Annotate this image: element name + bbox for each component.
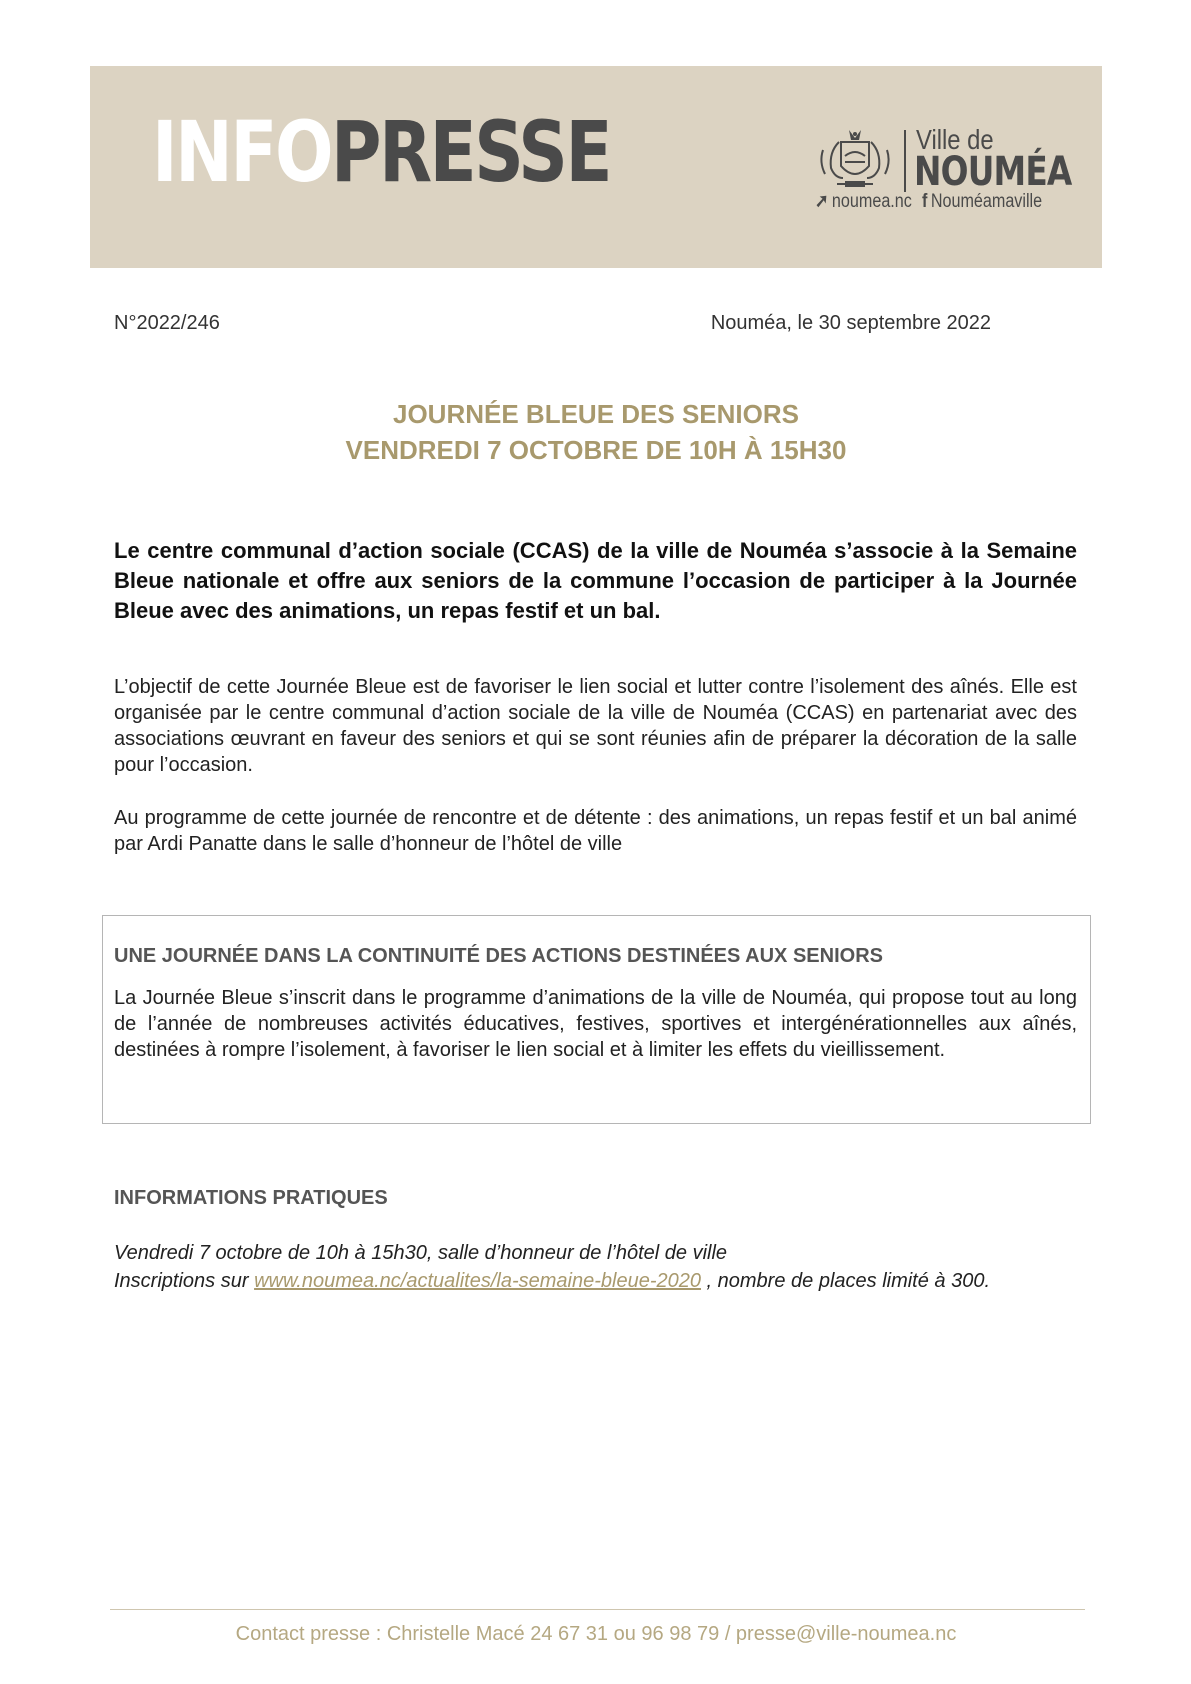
registration-link[interactable]: www.noumea.nc/actualites/la-semaine-bleue-2020 bbox=[254, 1270, 701, 1292]
logo-noumea: NOUMÉA bbox=[914, 149, 1072, 195]
box-paragraph: La Journée Bleue s’inscrit dans le programme d’animations de la ville de Nouméa, qui propose tout au long de l’année de nombreuses activités éducatives, festives, sportives et intergénérationnelles aux aînés, destinées à rompre l’isolement, à favoriser le lien social et à limiter les effets du vieillissement. bbox=[114, 987, 1077, 1061]
brand-word-info: INFO bbox=[152, 103, 332, 201]
document-title bbox=[90, 396, 1102, 468]
logo-ville-de: Ville de bbox=[916, 124, 994, 155]
body-paragraph-2: Au programme de cette journée de rencontre et de détente : des animations, un repas festif et un bal animé par Ardi Panatte dans le salle d’honneur de l’hôtel de ville bbox=[114, 807, 1077, 855]
footer-divider bbox=[110, 1609, 1085, 1610]
logo-website: noumea.nc bbox=[831, 191, 912, 212]
press-contact: Contact presse : Christelle Macé 24 67 31 ou 96 98 79 / presse@ville-noumea.nc bbox=[235, 1623, 957, 1645]
press-release-number: N°2022/246 bbox=[114, 312, 220, 334]
logo-social-links bbox=[815, 190, 1042, 213]
title-line-1: JOURNÉE BLEUE DES SENIORS bbox=[393, 399, 799, 429]
lead-paragraph: Le centre communal d’action sociale (CCAS) de la ville de Nouméa s’associe à la Semaine Bleue nationale et offre aux seniors de la commune l’occasion de participer à la Journée Bleue avec des animations, un repas festif et un bal. bbox=[114, 538, 1077, 623]
body-paragraph-1: L’objectif de cette Journée Bleue est de favoriser le lien social et lutter contre l’isolement des aînés. Elle est organisée par le centre communal d’action sociale de la ville de Nouméa (CCAS) en partenariat avec des associations œuvrant en faveur des seniors et qui se sont réunies afin de préparer la décoration de la salle pour l’occasion. bbox=[114, 676, 1077, 776]
arrow-link-icon: ➚ bbox=[815, 191, 829, 212]
city-crest-icon bbox=[815, 126, 895, 192]
brand-word-presse: PRESSE bbox=[331, 103, 611, 201]
logo-separator bbox=[904, 130, 906, 192]
logo-facebook: Nouméamaville bbox=[930, 191, 1043, 212]
box-heading: UNE JOURNÉE DANS LA CONTINUITÉ DES ACTIONS DESTINÉES AUX SENIORS bbox=[114, 945, 883, 967]
registration-prefix: Inscriptions sur bbox=[114, 1270, 255, 1292]
title-line-2: VENDREDI 7 OCTOBRE DE 10H À 15H30 bbox=[345, 435, 847, 465]
practical-info-heading: INFORMATIONS PRATIQUES bbox=[114, 1187, 388, 1209]
facebook-icon: f bbox=[922, 191, 928, 212]
release-date: Nouméa, le 30 septembre 2022 bbox=[710, 312, 991, 334]
info-presse-wordmark bbox=[152, 103, 611, 201]
practical-info-line-1: Vendredi 7 octobre de 10h à 15h30, salle d’honneur de l’hôtel de ville bbox=[114, 1242, 728, 1264]
practical-info-line-2 bbox=[114, 1270, 990, 1293]
registration-suffix: , nombre de places limité à 300. bbox=[700, 1270, 991, 1292]
